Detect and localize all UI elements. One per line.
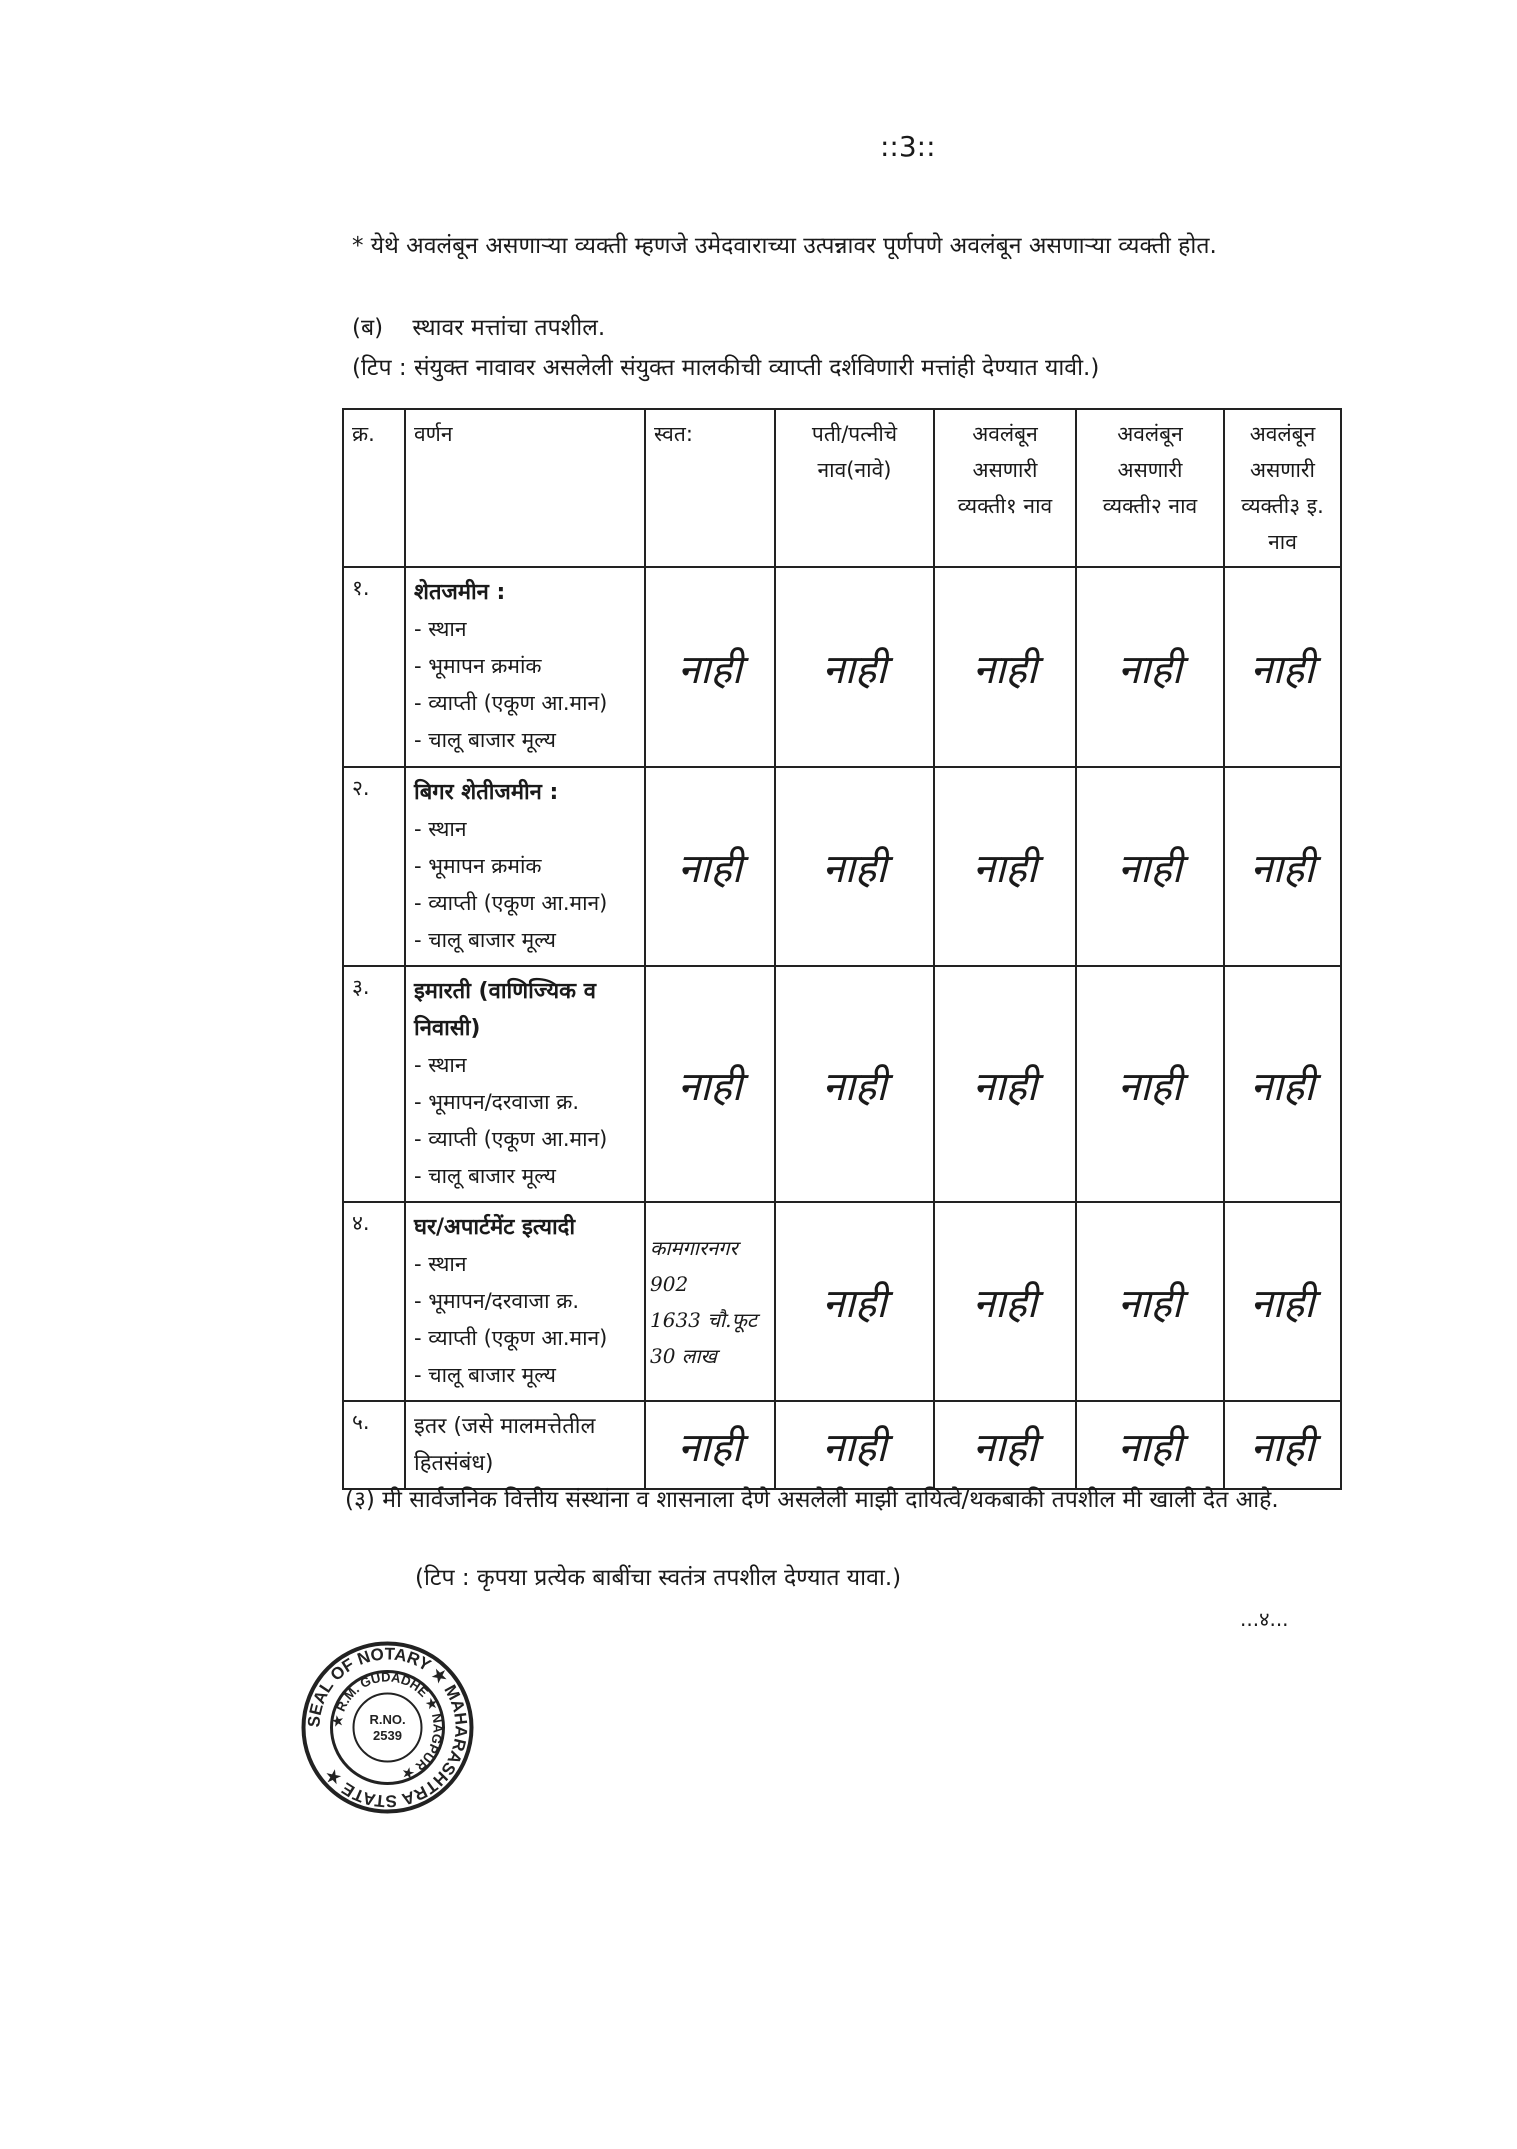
row-subitem: - चालू बाजार मूल्य — [414, 928, 556, 952]
row-subitem: - भूमापन क्रमांक — [414, 654, 542, 678]
handwritten-detail: कामगारनगर — [650, 1235, 738, 1260]
handwritten-value: नाही — [934, 966, 1076, 1202]
handwritten-value: नाही — [1076, 966, 1224, 1202]
table-row — [343, 1401, 1341, 1489]
row-title: इमारती (वाणिज्यिक व निवासी) — [414, 979, 596, 1041]
handwritten-value: नाही — [645, 966, 775, 1202]
handwritten-detail: 1633 चौ.फूट — [650, 1307, 757, 1332]
row-subitem: - स्थान — [414, 617, 467, 641]
handwritten-value: नाही — [1224, 1202, 1341, 1401]
handwritten-value: नाही — [645, 567, 775, 767]
page-number: ::3:: — [880, 130, 936, 163]
handwritten-value: नाही — [934, 767, 1076, 966]
table-header-row — [343, 409, 1341, 567]
row-description — [405, 567, 645, 767]
svg-text:★ R.M. GUDADHE ★ NAGPUR ★: ★ R.M. GUDADHE ★ NAGPUR ★ — [329, 1669, 446, 1783]
row-subitem: - व्याप्ती (एकूण आ.मान) — [414, 1326, 608, 1350]
row-description — [405, 1401, 645, 1489]
row-title: शेतजमीन : — [414, 580, 506, 605]
row-subitem: - व्याप्ती (एकूण आ.मान) — [414, 691, 608, 715]
section-3-note: (टिप : कृपया प्रत्येक बाबींचा स्वतंत्र तपशील देण्यात यावा.) — [415, 1565, 902, 1591]
handwritten-value: नाही — [775, 966, 934, 1202]
table-row — [343, 966, 1341, 1202]
row-subitem: - चालू बाजार मूल्य — [414, 1363, 556, 1387]
handwritten-value: नाही — [775, 567, 934, 767]
handwritten-value: नाही — [645, 1401, 775, 1489]
handwritten-value: नाही — [934, 567, 1076, 767]
immovable-assets-table — [342, 408, 1342, 1490]
row-subitem: - भूमापन/दरवाजा क्र. — [414, 1289, 580, 1313]
row-description — [405, 767, 645, 966]
section-b-title: स्थावर मत्तांचा तपशील. — [412, 315, 606, 341]
handwritten-value: नाही — [775, 1202, 934, 1401]
svg-text:SEAL OF NOTARY ★ MAHARASHTRA S: SEAL OF NOTARY ★ MAHARASHTRA STATE ★ — [304, 1644, 471, 1811]
row-subitem: - चालू बाजार मूल्य — [414, 1164, 556, 1188]
column-header: अवलंबून असणारी व्यक्ती३ इ. नाव — [1224, 409, 1341, 567]
row-subitem: - स्थान — [414, 1252, 467, 1276]
row-subitem: - भूमापन क्रमांक — [414, 854, 542, 878]
svg-text:2539: 2539 — [373, 1728, 402, 1743]
row-description — [405, 966, 645, 1202]
table-row — [343, 1202, 1341, 1401]
row-subitem: - चालू बाजार मूल्य — [414, 728, 556, 752]
dependent-note: * येथे अवलंबून असणाऱ्या व्यक्ती म्हणजे उमेदवाराच्या उत्पन्नावर पूर्णपणे अवलंबून असणाऱ्या व्यक्ती होत. — [352, 233, 1217, 259]
section-b-heading — [352, 310, 605, 342]
row-subitem: - व्याप्ती (एकूण आ.मान) — [414, 1127, 608, 1151]
row-number: ४. — [343, 1202, 405, 1401]
column-header: अवलंबून असणारी व्यक्ती२ नाव — [1076, 409, 1224, 567]
handwritten-value: नाही — [1076, 1401, 1224, 1489]
section-b-note: (टिप : संयुक्त नावावर असलेली संयुक्त मालकीची व्याप्ती दर्शविणारी मत्तांही देण्यात यावी.) — [352, 355, 1100, 381]
column-header: क्र. — [343, 409, 405, 567]
section-3-text: (३) मी सार्वजनिक वित्तीय संस्थांना व शासनाला देणे असलेली माझी दायित्वे/थकबाकी तपशील मी खाली देत आहे. — [345, 1487, 1279, 1513]
handwritten-value: नाही — [1224, 966, 1341, 1202]
row-description — [405, 1202, 645, 1401]
table-row — [343, 767, 1341, 966]
column-header: पती/पत्नीचे नाव(नावे) — [775, 409, 934, 567]
column-header: वर्णन — [405, 409, 645, 567]
row-subitem: - भूमापन/दरवाजा क्र. — [414, 1090, 580, 1114]
row-subitem: - स्थान — [414, 817, 467, 841]
handwritten-value: नाही — [645, 767, 775, 966]
notary-seal — [300, 1640, 475, 1819]
handwritten-value: नाही — [1224, 767, 1341, 966]
table-row — [343, 567, 1341, 767]
row-number: ३. — [343, 966, 405, 1202]
row-title: घर/अपार्टमेंट इत्यादी — [414, 1215, 576, 1240]
handwritten-value: नाही — [1224, 567, 1341, 767]
row-number: १. — [343, 567, 405, 767]
section-b-label: (ब) — [352, 315, 384, 341]
column-header: अवलंबून असणारी व्यक्ती१ नाव — [934, 409, 1076, 567]
row-subitem: - व्याप्ती (एकूण आ.मान) — [414, 891, 608, 915]
handwritten-value: नाही — [1076, 567, 1224, 767]
row-title: बिगर शेतीजमीन : — [414, 780, 559, 805]
handwritten-value: नाही — [934, 1401, 1076, 1489]
handwritten-value: नाही — [775, 1401, 934, 1489]
row-title: इतर (जसे मालमत्तेतील हितसंबंध) — [414, 1414, 596, 1476]
column-header: स्वत: — [645, 409, 775, 567]
handwritten-value: नाही — [1224, 1401, 1341, 1489]
handwritten-value: नाही — [1076, 767, 1224, 966]
row-subitem: - स्थान — [414, 1053, 467, 1077]
continuation-marker: ...४... — [1240, 1607, 1289, 1631]
svg-text:R.NO.: R.NO. — [369, 1712, 406, 1727]
handwritten-value: नाही — [934, 1202, 1076, 1401]
handwritten-detail: 30 लाख — [650, 1343, 717, 1368]
row-number: २. — [343, 767, 405, 966]
row-number: ५. — [343, 1401, 405, 1489]
self-value-details — [645, 1202, 775, 1401]
handwritten-value: नाही — [775, 767, 934, 966]
handwritten-value: नाही — [1076, 1202, 1224, 1401]
handwritten-detail: 902 — [650, 1271, 689, 1296]
